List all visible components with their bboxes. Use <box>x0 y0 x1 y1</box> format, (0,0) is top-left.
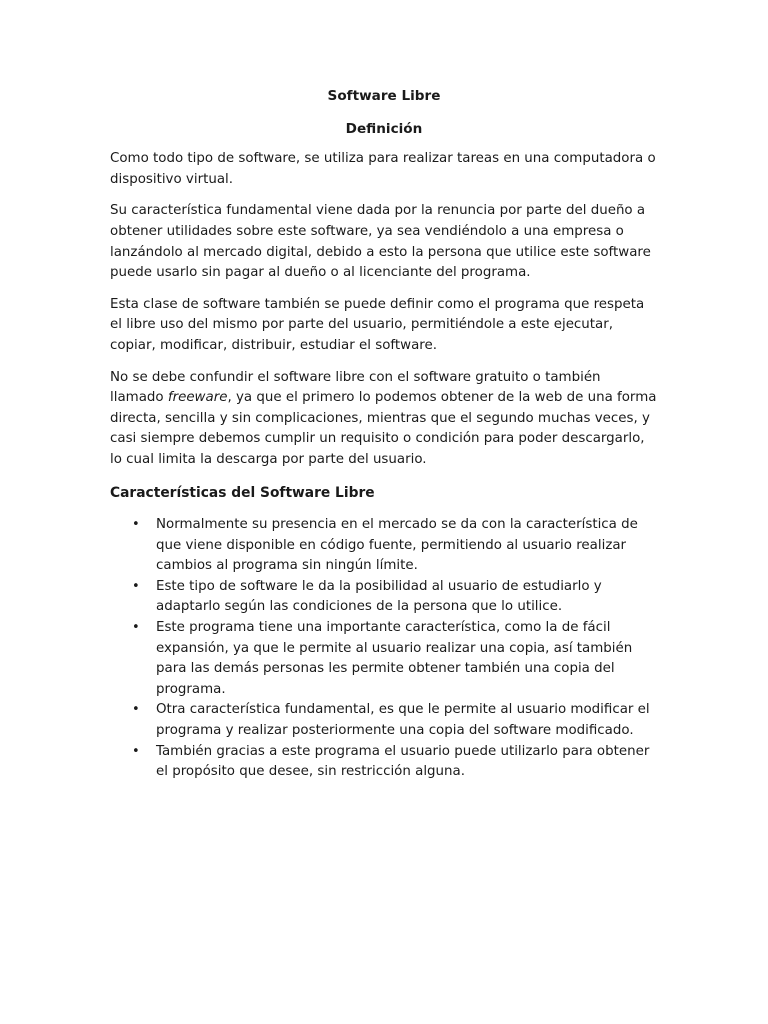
bullet-text: Otra característica fundamental, es que le permite al usuario modificar el programa y realizar posteriormente una copia del software modificado. <box>156 702 650 739</box>
bullet-text: Este programa tiene una importante característica, como la de fácil expansión, ya que le permite al usuario realizar una copia, así también para las demás personas les permite obtener también una copia del programa. <box>156 620 633 697</box>
bullet-icon: • <box>132 702 140 718</box>
bullet-icon: • <box>132 517 140 533</box>
paragraph-freeware-start: No se debe confundir el software libre con el software gratuito o también llamado <box>110 369 601 406</box>
section-heading: Características del Software Libre <box>110 484 375 501</box>
paragraph-definition: Esta clase de software también se puede definir como el programa que respeta el libre uso del mismo por parte del usuario, permitiéndole a este ejecutar, copiar, modificar, distribuir, estudiar el software. <box>110 296 645 353</box>
bullet-item <box>110 515 658 577</box>
paragraph-intro: Como todo tipo de software, se utiliza para realizar tareas en una computadora o dispositivo virtual. <box>110 151 656 187</box>
bullet-icon: • <box>132 620 140 636</box>
freeware-term: freeware <box>167 390 228 406</box>
bullet-icon: • <box>132 743 140 759</box>
paragraph-freeware <box>110 368 658 471</box>
bullet-text: Normalmente su presencia en el mercado se da con la característica de que viene disponible en código fuente, permitiendo al usuario realizar cambios al programa sin ningún límite. <box>156 517 638 574</box>
document-title: Software Libre <box>327 88 441 104</box>
bullet-item <box>110 742 658 783</box>
paragraph-characteristic: Su característica fundamental viene dada por la renuncia por parte del dueño a obtener utilidades sobre este software, ya sea vendiéndolo a una empresa o lanzándolo al mercado digital, debido a esto la persona que utilice este software puede usarlo sin pagar al dueño o al licenciante del programa. <box>110 203 651 281</box>
paragraph-freeware-end: , ya que el primero lo podemos obtener de la web de una forma directa, sencilla y sin complicaciones, mientras que el segundo muchas veces, y casi siempre debemos cumplir un requisito o condición para poder descargarlo, lo cual limita la descarga por parte del usuario. <box>110 390 657 467</box>
bullet-text: También gracias a este programa el usuario puede utilizarlo para obtener el propósito que desee, sin restricción alguna. <box>156 743 650 780</box>
document-subtitle: Definición <box>345 120 423 137</box>
bullet-icon: • <box>132 578 140 594</box>
bullet-list <box>110 515 658 783</box>
bullet-text: Este tipo de software le da la posibilidad al usuario de estudiarlo y adaptarlo según las condiciones de la persona que lo utilice. <box>156 578 602 615</box>
bullet-item <box>110 577 658 618</box>
bullet-item <box>110 618 658 700</box>
bullet-item <box>110 700 658 741</box>
document-page <box>110 86 658 783</box>
